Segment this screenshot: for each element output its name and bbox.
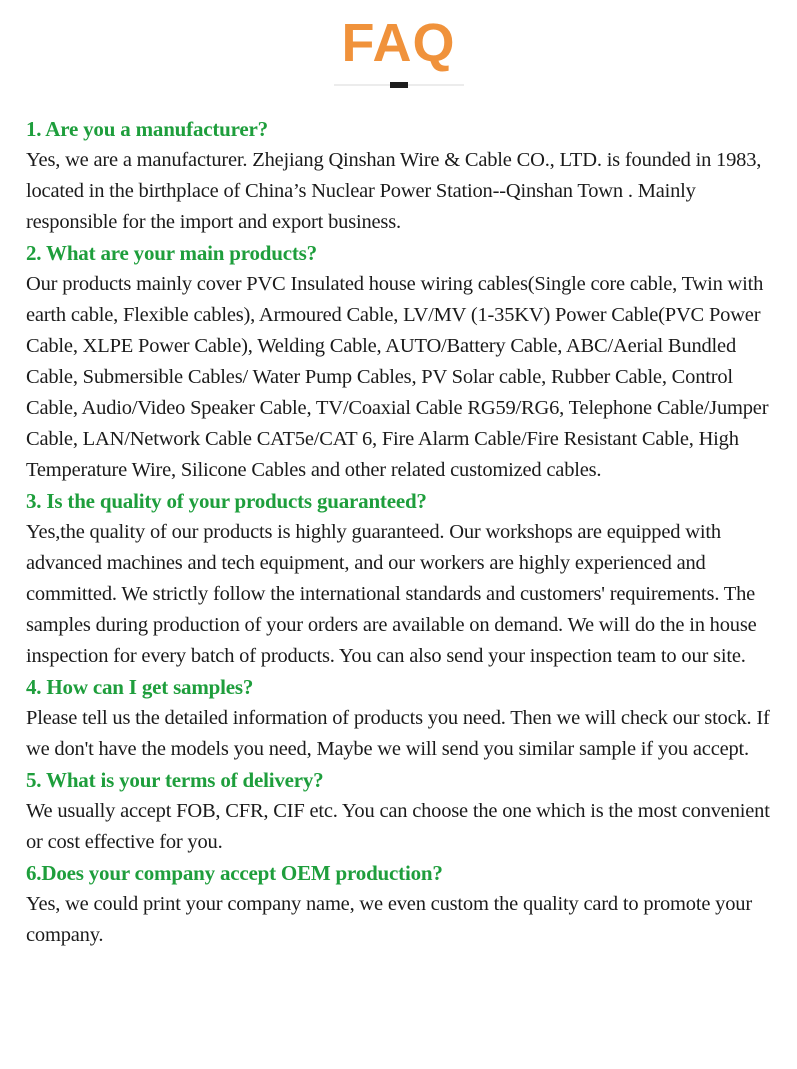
faq-answer: We usually accept FOB, CFR, CIF etc. You can choose the one which is the most convenient or cost effective for you. xyxy=(26,800,770,853)
faq-item xyxy=(26,114,771,238)
faq-item xyxy=(26,238,771,486)
faq-answer: Yes, we are a manufacturer. Zhejiang Qinshan Wire & Cable CO., LTD. is founded in 1983, located in the birthplace of China’s Nuclear Power Station--Qinshan Town . Mainly responsible for the import and export business. xyxy=(26,149,762,233)
faq-answer: Please tell us the detailed information of products you need. Then we will check our stock. If we don't have the models you need, Maybe we will send you similar sample if you accept. xyxy=(26,707,770,760)
faq-item xyxy=(26,765,771,858)
faq-question: 3. Is the quality of your products guaranteed? xyxy=(26,489,427,513)
faq-header xyxy=(26,14,771,90)
faq-answer: Yes,the quality of our products is highly guaranteed. Our workshops are equipped with advanced machines and tech equipment, and our workers are highly experienced and committed. We strictly follow the international standards and customers' requirements. The samples during production of your orders are available on demand. We will do the in house inspection for every batch of products. You can also send your inspection team to our site. xyxy=(26,521,757,667)
faq-question: 2. What are your main products? xyxy=(26,241,317,265)
faq-question: 1. Are you a manufacturer? xyxy=(26,117,268,141)
faq-item xyxy=(26,858,771,951)
faq-list xyxy=(26,114,771,951)
faq-question: 4. How can I get samples? xyxy=(26,675,254,699)
divider-dash xyxy=(390,82,408,88)
faq-item xyxy=(26,486,771,672)
page-title: FAQ xyxy=(341,13,456,73)
faq-answer: Yes, we could print your company name, we even custom the quality card to promote your company. xyxy=(26,893,752,946)
faq-answer: Our products mainly cover PVC Insulated house wiring cables(Single core cable, Twin with earth cable, Flexible cables), Armoured Cable, LV/MV (1-35KV) Power Cable(PVC Power Cable, XLPE Power Cable), Welding Cable, AUTO/Battery Cable, ABC/Aerial Bundled Cable, Submersible Cables/ Water Pump Cables, PV Solar cable, Rubber Cable, Control Cable, Audio/Video Speaker Cable, TV/Coaxial Cable RG59/RG6, Telephone Cable/Jumper Cable, LAN/Network Cable CAT5e/CAT 6, Fire Alarm Cable/Fire Resistant Cable, High Temperature Wire, Silicone Cables and other related customized cables. xyxy=(26,273,769,481)
faq-question: 5. What is your terms of delivery? xyxy=(26,768,324,792)
title-divider xyxy=(334,80,464,90)
faq-item xyxy=(26,672,771,765)
faq-question: 6.Does your company accept OEM production? xyxy=(26,861,443,885)
